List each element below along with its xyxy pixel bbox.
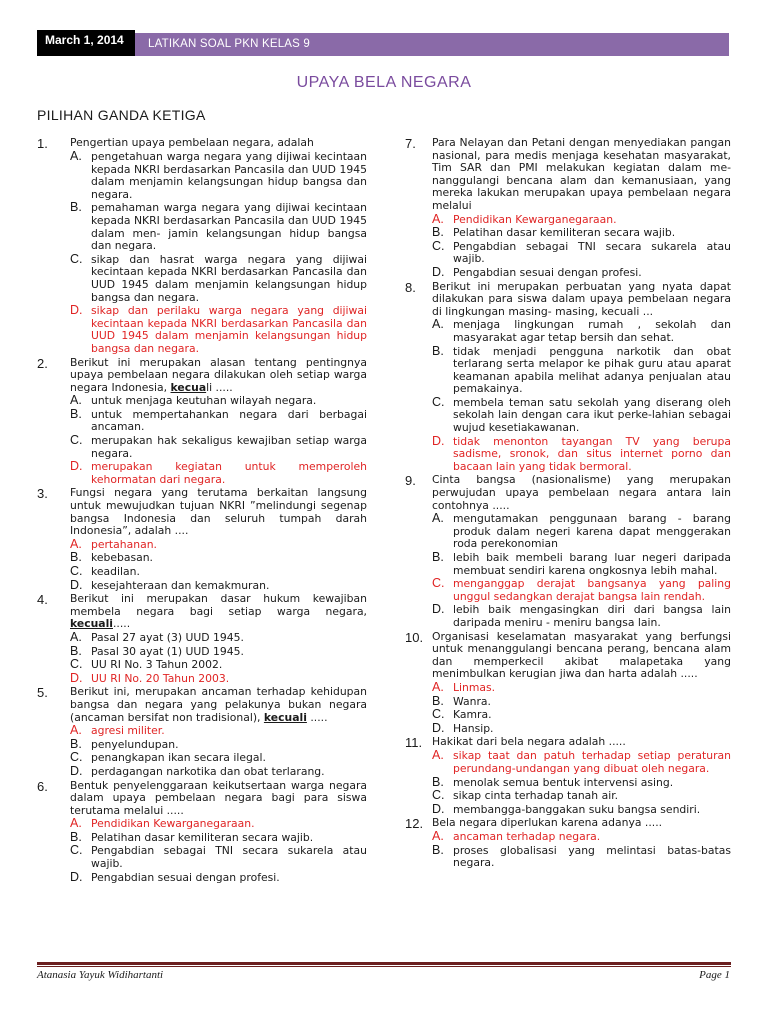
answer-option xyxy=(70,871,367,885)
answer-option-correct xyxy=(70,538,367,552)
question-item xyxy=(37,686,367,778)
question-number: 4. xyxy=(37,592,48,608)
option-letter: A. xyxy=(432,317,444,332)
option-text: Linmas. xyxy=(453,680,496,694)
option-letter: B. xyxy=(70,643,82,658)
answer-option xyxy=(70,253,367,304)
option-text: penangkapan ikan secara ilegal. xyxy=(91,751,266,765)
question-text: Organisasi keselamatan masyarakat yang berfungsi untuk menanggulangi bencana perang, bencana alam dan memperkecil akibat malapetaka yang menimbulkan kerugian jiwa dan harta adalah ..... xyxy=(432,629,731,681)
option-text: keadilan. xyxy=(91,565,140,578)
page-title: UPAYA BELA NEGARA xyxy=(296,74,472,91)
option-letter: A. xyxy=(432,829,444,844)
answer-option xyxy=(70,831,367,845)
question-stem xyxy=(37,686,367,724)
answer-option-correct xyxy=(432,681,731,695)
question-stem xyxy=(37,137,367,150)
option-text: sikap dan perilaku warga negara yang dijiwai kecintaan kepada NKRI berdasarkan Pancasila dan UUD 1945 dalam menjamin kelangsungan hidup bangsa dan negara. xyxy=(91,304,367,355)
question-text xyxy=(70,686,367,724)
option-text: lebih baik membeli barang luar negeri daripada membuat sendiri karena ongkosnya lebih mahal. xyxy=(453,551,731,577)
option-letter: D. xyxy=(70,577,83,592)
option-letter: A. xyxy=(70,723,82,738)
answer-option xyxy=(432,844,731,870)
question-text: Bentuk penyelenggaraan keikutsertaan warga negara dalam upaya pembelaan negara bagi para siswa terutama melalui ..... xyxy=(70,778,367,817)
option-letter: D. xyxy=(70,869,83,884)
answer-option-correct xyxy=(432,749,731,775)
question-text: Pengertian upaya pembelaan negara, adalah xyxy=(70,136,314,149)
question-number: 8. xyxy=(405,279,416,295)
option-letter: B. xyxy=(432,550,444,564)
option-text: kesejahteraan dan kemakmuran. xyxy=(91,578,270,592)
option-letter: C. xyxy=(432,707,445,722)
answer-option xyxy=(432,226,731,240)
option-text: Pendidikan Kewarganegaraan. xyxy=(453,212,617,226)
answer-option xyxy=(70,150,367,201)
option-text: mengutamakan penggunaan barang - barang produk dalam negeri karena dapat menggerakan roda perekonomian xyxy=(453,512,731,551)
option-letter: A. xyxy=(432,211,444,226)
answer-option xyxy=(70,551,367,565)
kecuali-emphasis: kecuali xyxy=(263,710,307,724)
question-text: Hakikat dari bela negara adalah ..... xyxy=(432,735,626,749)
option-text: Pengabdian sesuai dengan profesi. xyxy=(453,265,642,279)
question-stem xyxy=(37,593,367,631)
footer-author: Atanasia Yayuk Widihartanti xyxy=(37,969,164,981)
question-text: Berikut ini merupakan perbuatan yang nyata dapat dilakukan para siswa dalam upaya pembelaan negara di lingkungan masing- masing, kecuali ... xyxy=(432,279,731,318)
answer-option xyxy=(70,658,367,672)
option-text: Hansip. xyxy=(453,721,494,735)
answer-option xyxy=(70,765,367,779)
footer-rule-thin xyxy=(37,966,731,967)
answer-option xyxy=(70,631,367,645)
answer-option xyxy=(432,266,731,280)
answer-option-correct xyxy=(70,672,367,686)
answer-option xyxy=(432,318,731,344)
option-text: Pelatihan dasar kemiliteran secara wajib. xyxy=(91,830,314,844)
option-letter: C. xyxy=(70,657,83,672)
option-letter: D. xyxy=(432,801,445,816)
option-letter: B. xyxy=(432,842,444,857)
option-text: kebebasan. xyxy=(91,551,153,565)
option-letter: B. xyxy=(432,343,444,358)
option-letter: C. xyxy=(432,788,445,803)
question-stem xyxy=(405,474,731,512)
option-text: membangga-banggakan suku bangsa sendiri. xyxy=(453,802,701,816)
answer-option xyxy=(432,695,731,709)
question-number: 9. xyxy=(405,473,416,489)
option-letter: A. xyxy=(432,679,444,694)
question-item xyxy=(405,474,731,629)
question-text: Cinta bangsa (nasionalisme) yang merupakan perwujudan upaya pembelaan negara antara lain contohnya ..... xyxy=(432,473,731,512)
option-text: merupakan kegiatan untuk memperoleh kehormatan dari negara. xyxy=(91,460,367,486)
option-text: perdagangan narkotika dan obat terlarang. xyxy=(91,764,325,778)
question-text xyxy=(70,357,367,395)
question-stem xyxy=(405,736,731,749)
option-letter: A. xyxy=(432,748,444,763)
option-letter: D. xyxy=(432,264,445,279)
option-letter: C. xyxy=(432,238,445,253)
option-text: membela teman satu sekolah yang diserang oleh sekolah lain dengan cara ikut perke-lahian sebagai wujud kesetiakawanan. xyxy=(453,395,731,435)
option-text: UU RI No. 3 Tahun 2002. xyxy=(91,658,223,672)
option-text: proses globalisasi yang melintasi batas-batas negara. xyxy=(453,843,731,870)
question-item xyxy=(37,487,367,592)
answer-option xyxy=(70,738,367,752)
answer-option-correct xyxy=(70,460,367,486)
question-stem xyxy=(405,281,731,319)
question-text xyxy=(70,593,367,631)
answer-option-correct xyxy=(70,817,367,831)
question-stem xyxy=(405,137,731,213)
option-letter: D. xyxy=(432,602,445,617)
answer-option-correct xyxy=(432,213,731,227)
option-letter: B. xyxy=(70,406,82,421)
option-letter: A. xyxy=(70,536,82,551)
question-text-before: Berikut ini merupakan dasar hukum kewajiban membela negara bagi setiap warga negara, xyxy=(70,592,367,618)
option-letter: C. xyxy=(70,564,83,578)
option-letter: B. xyxy=(70,550,82,565)
answer-option xyxy=(432,789,731,803)
answer-option xyxy=(432,722,731,736)
question-number: 10. xyxy=(405,629,424,645)
option-letter: A. xyxy=(432,511,444,526)
answer-option xyxy=(70,645,367,659)
answer-option xyxy=(432,240,731,266)
question-number: 5. xyxy=(37,685,48,701)
header-title-bar: LATIKAN SOAL PKN KELAS 9 xyxy=(135,33,729,56)
answer-option-correct xyxy=(432,830,731,844)
option-text: Kamra. xyxy=(453,708,492,722)
question-item xyxy=(405,817,731,870)
option-letter: C. xyxy=(70,843,83,858)
answer-option-correct xyxy=(432,435,731,474)
option-letter: B. xyxy=(70,736,82,751)
option-text: tidak menonton tayangan TV yang berupa sadisme, sronok, dan situs internet porno dan bacaan lain yang tidak bermoral. xyxy=(453,434,731,473)
answer-option xyxy=(70,579,367,593)
question-number: 3. xyxy=(37,486,48,502)
answer-option xyxy=(432,776,731,790)
option-letter: C. xyxy=(432,576,445,591)
question-stem xyxy=(405,631,731,681)
option-text: pengetahuan warga negara yang dijiwai kecintaan kepada NKRI berdasarkan Pancasila dan UUD 1945 dalam menjamin kelangsungan hidup bangsa dan negara. xyxy=(91,150,367,201)
question-text: Bela negara diperlukan karena adanya ..... xyxy=(432,816,663,830)
question-stem xyxy=(37,357,367,395)
answer-option xyxy=(70,751,367,765)
answer-option xyxy=(70,201,367,252)
question-text-before: Berikut ini, merupakan ancaman terhadap kehidupan bangsa dan negara yang pelakunya bukan negara (ancaman bersifat non tradisional), xyxy=(70,685,367,724)
option-letter: A. xyxy=(70,816,82,831)
option-letter: D. xyxy=(70,459,83,474)
answer-option xyxy=(432,345,731,396)
answer-option xyxy=(70,408,367,434)
header-date: March 1, 2014 xyxy=(37,30,135,56)
option-text: agresi militer. xyxy=(91,724,165,738)
question-number: 1. xyxy=(37,136,48,151)
answer-option xyxy=(432,603,731,629)
option-text: menganggap derajat bangsanya yang paling unggul sedangkan derajat bangsa lain rendah. xyxy=(453,577,731,603)
option-text: untuk mempertahankan negara dari berbagai ancaman. xyxy=(91,407,367,434)
option-text: Pelatihan dasar kemiliteran secara wajib. xyxy=(453,226,676,240)
option-text: Pasal 30 ayat (1) UUD 1945. xyxy=(91,644,244,658)
question-item xyxy=(37,593,367,685)
question-item xyxy=(37,780,367,885)
option-letter: D. xyxy=(70,303,83,318)
option-letter: D. xyxy=(432,433,445,448)
question-item xyxy=(405,631,731,736)
kecuali-emphasis: kecua xyxy=(170,380,207,394)
option-text: Pengabdian sesuai dengan profesi. xyxy=(91,870,280,884)
right-column xyxy=(405,137,731,871)
answer-option xyxy=(70,844,367,870)
question-number: 12. xyxy=(405,816,424,832)
answer-option-correct xyxy=(432,577,731,603)
question-item xyxy=(37,357,367,487)
question-text-after: ..... xyxy=(113,617,131,631)
question-number: 6. xyxy=(37,778,48,794)
footer-page-number: Page 1 xyxy=(699,969,730,981)
section-heading: PILIHAN GANDA KETIGA xyxy=(37,107,206,123)
option-letter: B. xyxy=(432,225,444,240)
kecuali-emphasis: kecuali xyxy=(70,617,113,631)
option-letter: D. xyxy=(70,670,83,685)
option-text: untuk menjaga keutuhan wilayah negara. xyxy=(91,394,317,408)
option-text: menolak semua bentuk intervensi asing. xyxy=(453,775,674,789)
option-text: UU RI No. 20 Tahun 2003. xyxy=(91,671,230,685)
answer-option xyxy=(432,803,731,817)
question-item xyxy=(405,736,731,816)
answer-option xyxy=(70,565,367,579)
option-text: menjaga lingkungan rumah , sekolah dan masyarakat agar tetap bersih dan sehat. xyxy=(453,318,731,344)
question-item xyxy=(37,137,367,356)
question-text: Fungsi negara yang terutama berkaitan langsung untuk mewujudkan tujuan NKRI ”melindungi segenap bangsa Indonesia dan seluruh tumpah darah Indonesia”, adalah .... xyxy=(70,486,367,538)
question-item xyxy=(405,281,731,474)
answer-option xyxy=(70,394,367,408)
option-text: merupakan hak sekaligus kewajiban setiap warga negara. xyxy=(91,434,367,460)
option-text: tidak menjadi pengguna narkotik dan obat terlarang serta melapor ke pihak guru atau aparat keamanan apabila melihat adanya penjualan atau pemakainya. xyxy=(453,344,731,396)
option-letter: B. xyxy=(70,200,82,215)
option-text: pertahanan. xyxy=(91,537,157,551)
option-letter: B. xyxy=(70,829,82,844)
footer-rule-thick xyxy=(37,962,731,965)
option-text: Pendidikan Kewarganegaraan. xyxy=(91,817,255,831)
question-text: Para Nelayan dan Petani dengan menyediakan pangan nasional, para medis menjaga kesehatan masyarakat, Tim SAR dan PMI melakukan kegiatan dalam me-nanggulangi bencana alam dan kemanusiaan, yang mereka lakukan merupakan upaya pembelaan negara melalui xyxy=(432,136,731,212)
answer-option xyxy=(432,708,731,722)
option-letter: C. xyxy=(70,750,83,765)
option-text: ancaman terhadap negara. xyxy=(453,830,601,844)
option-text: lebih baik mengasingkan diri dari bangsa lain daripada meniru - meniru bangsa lain. xyxy=(453,603,731,629)
option-text: Wanra. xyxy=(453,694,491,708)
option-text: sikap dan hasrat warga negara yang dijiwai kecintaan kepada NKRI berdasarkan Pancasila dan UUD 1945 dalam menjamin kelangsungan hidup bangsa dan negara. xyxy=(91,252,367,304)
option-letter: A. xyxy=(70,629,82,644)
question-number: 2. xyxy=(37,355,48,371)
question-stem xyxy=(405,817,731,830)
left-column xyxy=(37,137,367,885)
question-stem xyxy=(37,487,367,537)
option-text: Pasal 27 ayat (3) UUD 1945. xyxy=(91,630,244,644)
option-text: pemahaman warga negara yang dijiwai kecintaan kepada NKRI berdasarkan Pancasila dan UUD 1945 dalam men- jamin kelangsungan hidup bangsa dan negara. xyxy=(91,201,367,253)
question-number: 11. xyxy=(405,735,423,751)
option-text: Pengabdian sebagai TNI secara sukarela atau wajib. xyxy=(453,239,731,266)
option-text: penyelundupan. xyxy=(91,737,179,751)
option-text: Pengabdian sebagai TNI secara sukarela atau wajib. xyxy=(91,844,367,871)
option-text: sikap cinta terhadap tanah air. xyxy=(453,789,619,803)
question-text-before: Berikut ini merupakan alasan tentang pentingnya upaya pembelaan negara dilakukan oleh setiap warga negara Indonesia, xyxy=(70,355,367,394)
option-letter: D. xyxy=(432,720,445,735)
question-text-after: li ..... xyxy=(206,380,233,394)
answer-option xyxy=(432,396,731,435)
question-number: 7. xyxy=(405,136,416,151)
answer-option xyxy=(70,434,367,460)
option-letter: A. xyxy=(70,393,82,408)
question-stem xyxy=(37,780,367,818)
option-letter: D. xyxy=(70,763,83,778)
option-text: sikap taat dan patuh terhadap setiap peraturan perundang-undangan yang dibuat oleh negara. xyxy=(453,749,731,775)
option-letter: C. xyxy=(70,251,83,266)
answer-option xyxy=(432,551,731,577)
option-letter: B. xyxy=(432,693,444,708)
question-text-after: ..... xyxy=(306,710,328,724)
answer-option xyxy=(432,512,731,551)
option-letter: C. xyxy=(432,394,445,409)
option-letter: A. xyxy=(70,149,82,163)
option-letter: B. xyxy=(432,774,444,789)
answer-option-correct xyxy=(70,724,367,738)
answer-option-correct xyxy=(70,304,367,355)
question-item xyxy=(405,137,731,280)
option-letter: C. xyxy=(70,433,83,448)
